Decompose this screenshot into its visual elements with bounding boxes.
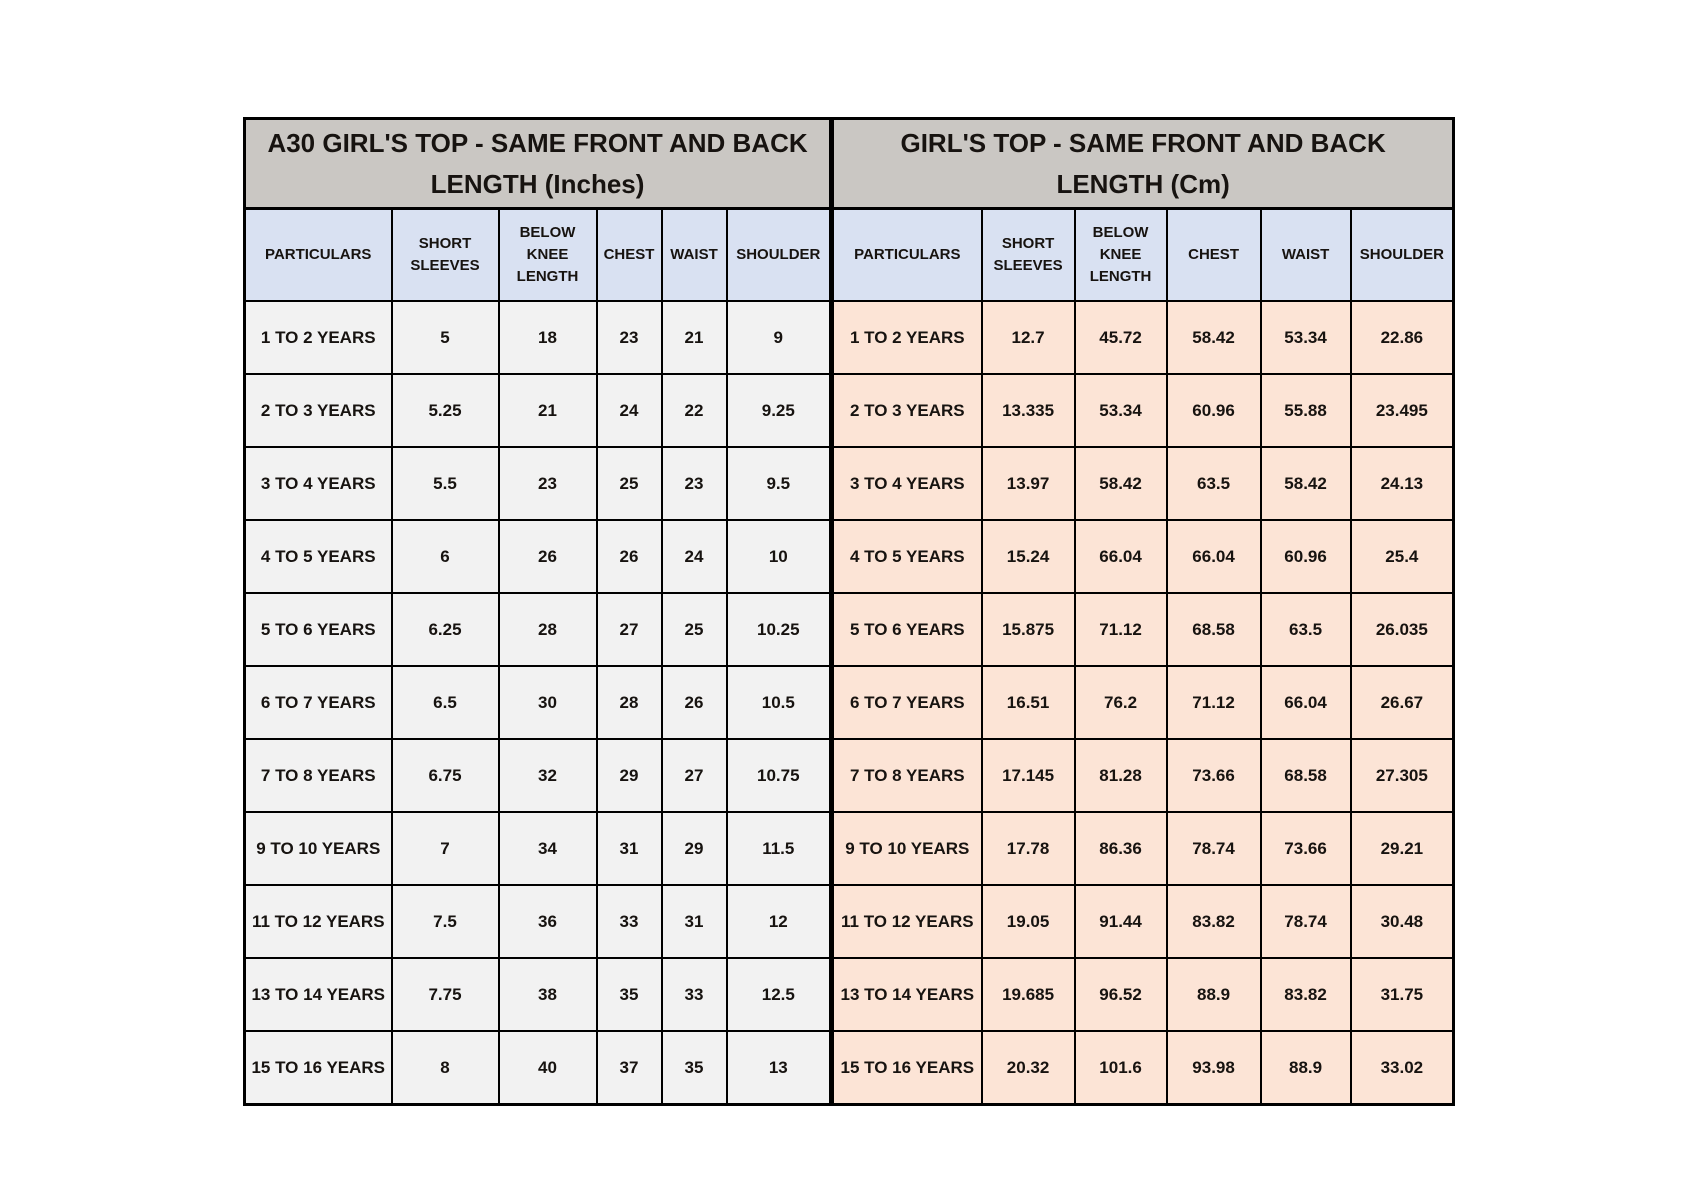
table-cell: 32: [499, 739, 597, 812]
table-cell: 11.5: [727, 812, 832, 885]
column-header-below-knee-length-cm: BELOW KNEE LENGTH: [1075, 209, 1167, 302]
table-cell: 30.48: [1351, 885, 1454, 958]
row-label-cm: 7 TO 8 YEARS: [832, 739, 982, 812]
row-label-cm: 1 TO 2 YEARS: [832, 301, 982, 374]
column-header-below-knee-length-inches: BELOW KNEE LENGTH: [499, 209, 597, 302]
table-cell: 27.305: [1351, 739, 1454, 812]
table-cell: 27: [597, 593, 662, 666]
table-cell: 71.12: [1075, 593, 1167, 666]
row-label-cm: 2 TO 3 YEARS: [832, 374, 982, 447]
table-cell: 68.58: [1167, 593, 1261, 666]
column-header-waist-inches: WAIST: [662, 209, 727, 302]
table-cell: 29: [597, 739, 662, 812]
table-cell: 91.44: [1075, 885, 1167, 958]
table-cell: 83.82: [1261, 958, 1351, 1031]
row-label-inches: 11 TO 12 YEARS: [245, 885, 392, 958]
table-cell: 5.25: [392, 374, 499, 447]
table-cell: 18: [499, 301, 597, 374]
row-label-inches: 6 TO 7 YEARS: [245, 666, 392, 739]
table-cell: 25.4: [1351, 520, 1454, 593]
table-cell: 9.25: [727, 374, 832, 447]
table-cell: 88.9: [1167, 958, 1261, 1031]
table-cell: 38: [499, 958, 597, 1031]
table-cell: 26.67: [1351, 666, 1454, 739]
table-cell: 55.88: [1261, 374, 1351, 447]
table-cell: 66.04: [1261, 666, 1351, 739]
table-cell: 25: [597, 447, 662, 520]
table-cell: 30: [499, 666, 597, 739]
table-row: [245, 666, 1454, 739]
table-cell: 6.25: [392, 593, 499, 666]
cm-table-title: [832, 119, 1454, 209]
table-cell: 26: [662, 666, 727, 739]
table-cell: 58.42: [1075, 447, 1167, 520]
table-cell: 31.75: [1351, 958, 1454, 1031]
table-cell: 33: [662, 958, 727, 1031]
table-cell: 40: [499, 1031, 597, 1105]
table-cell: 26: [597, 520, 662, 593]
column-header-chest-cm: CHEST: [1167, 209, 1261, 302]
row-label-inches: 13 TO 14 YEARS: [245, 958, 392, 1031]
inches-table-title: [245, 119, 832, 209]
table-row: [245, 885, 1454, 958]
table-cell: 96.52: [1075, 958, 1167, 1031]
table-cell: 24: [662, 520, 727, 593]
table-cell: 13.97: [982, 447, 1075, 520]
table-cell: 66.04: [1075, 520, 1167, 593]
table-cell: 60.96: [1167, 374, 1261, 447]
row-label-inches: 3 TO 4 YEARS: [245, 447, 392, 520]
table-cell: 9: [727, 301, 832, 374]
table-cell: 6: [392, 520, 499, 593]
table-cell: 21: [499, 374, 597, 447]
table-cell: 35: [597, 958, 662, 1031]
table-cell: 53.34: [1261, 301, 1351, 374]
table-cell: 13: [727, 1031, 832, 1105]
row-label-inches: 4 TO 5 YEARS: [245, 520, 392, 593]
table-cell: 78.74: [1261, 885, 1351, 958]
row-label-inches: 9 TO 10 YEARS: [245, 812, 392, 885]
table-cell: 17.145: [982, 739, 1075, 812]
table-cell: 81.28: [1075, 739, 1167, 812]
table-cell: 13.335: [982, 374, 1075, 447]
table-cell: 6.5: [392, 666, 499, 739]
row-label-cm: 4 TO 5 YEARS: [832, 520, 982, 593]
table-cell: 10.75: [727, 739, 832, 812]
row-label-cm: 15 TO 16 YEARS: [832, 1031, 982, 1105]
table-cell: 76.2: [1075, 666, 1167, 739]
table-cell: 5: [392, 301, 499, 374]
table-row: [245, 374, 1454, 447]
table-cell: 7.75: [392, 958, 499, 1031]
inches-title-line2: LENGTH (Inches): [430, 168, 645, 199]
table-cell: 9.5: [727, 447, 832, 520]
table-cell: 58.42: [1261, 447, 1351, 520]
table-cell: 88.9: [1261, 1031, 1351, 1105]
table-cell: 58.42: [1167, 301, 1261, 374]
table-cell: 10.25: [727, 593, 832, 666]
table-cell: 24: [597, 374, 662, 447]
table-cell: 21: [662, 301, 727, 374]
cm-title-line1: GIRL'S TOP - SAME FRONT AND BACK: [900, 128, 1386, 159]
table-cell: 20.32: [982, 1031, 1075, 1105]
table-cell: 16.51: [982, 666, 1075, 739]
table-cell: 29: [662, 812, 727, 885]
table-cell: 12: [727, 885, 832, 958]
table-cell: 19.685: [982, 958, 1075, 1031]
row-label-cm: 11 TO 12 YEARS: [832, 885, 982, 958]
table-cell: 25: [662, 593, 727, 666]
table-cell: 19.05: [982, 885, 1075, 958]
table-row: [245, 739, 1454, 812]
table-cell: 8: [392, 1031, 499, 1105]
table-cell: 34: [499, 812, 597, 885]
table-cell: 23.495: [1351, 374, 1454, 447]
column-header-waist-cm: WAIST: [1261, 209, 1351, 302]
table-cell: 17.78: [982, 812, 1075, 885]
table-cell: 22: [662, 374, 727, 447]
table-cell: 66.04: [1167, 520, 1261, 593]
column-header-shoulder-cm: SHOULDER: [1351, 209, 1454, 302]
table-cell: 63.5: [1167, 447, 1261, 520]
table-cell: 28: [597, 666, 662, 739]
table-cell: 31: [662, 885, 727, 958]
table-cell: 23: [662, 447, 727, 520]
table-cell: 23: [499, 447, 597, 520]
row-label-inches: 5 TO 6 YEARS: [245, 593, 392, 666]
table-cell: 24.13: [1351, 447, 1454, 520]
table-cell: 101.6: [1075, 1031, 1167, 1105]
row-label-inches: 7 TO 8 YEARS: [245, 739, 392, 812]
table-row: [245, 1031, 1454, 1105]
table-cell: 26: [499, 520, 597, 593]
table-cell: 28: [499, 593, 597, 666]
row-label-inches: 15 TO 16 YEARS: [245, 1031, 392, 1105]
table-cell: 33: [597, 885, 662, 958]
column-header-particulars-cm: PARTICULARS: [832, 209, 982, 302]
table-cell: 7.5: [392, 885, 499, 958]
table-cell: 68.58: [1261, 739, 1351, 812]
table-cell: 60.96: [1261, 520, 1351, 593]
table-cell: 53.34: [1075, 374, 1167, 447]
table-cell: 26.035: [1351, 593, 1454, 666]
table-cell: 83.82: [1167, 885, 1261, 958]
table-cell: 15.875: [982, 593, 1075, 666]
table-cell: 6.75: [392, 739, 499, 812]
row-label-cm: 3 TO 4 YEARS: [832, 447, 982, 520]
cm-title-line2: LENGTH (Cm): [1056, 168, 1230, 199]
table-row: [245, 301, 1454, 374]
table-cell: 35: [662, 1031, 727, 1105]
table-cell: 22.86: [1351, 301, 1454, 374]
column-header-row: [245, 209, 1454, 302]
table-row: [245, 447, 1454, 520]
table-cell: 73.66: [1261, 812, 1351, 885]
title-row: [245, 119, 1454, 209]
table-cell: 29.21: [1351, 812, 1454, 885]
table-cell: 10: [727, 520, 832, 593]
row-label-cm: 5 TO 6 YEARS: [832, 593, 982, 666]
row-label-cm: 6 TO 7 YEARS: [832, 666, 982, 739]
table-cell: 93.98: [1167, 1031, 1261, 1105]
table-cell: 37: [597, 1031, 662, 1105]
table-cell: 36: [499, 885, 597, 958]
table-row: [245, 520, 1454, 593]
column-header-short-sleeves-inches: SHORT SLEEVES: [392, 209, 499, 302]
row-label-cm: 9 TO 10 YEARS: [832, 812, 982, 885]
column-header-short-sleeves-cm: SHORT SLEEVES: [982, 209, 1075, 302]
row-label-inches: 1 TO 2 YEARS: [245, 301, 392, 374]
column-header-chest-inches: CHEST: [597, 209, 662, 302]
row-label-inches: 2 TO 3 YEARS: [245, 374, 392, 447]
table-cell: 63.5: [1261, 593, 1351, 666]
table-row: [245, 593, 1454, 666]
table-row: [245, 812, 1454, 885]
table-cell: 45.72: [1075, 301, 1167, 374]
table-cell: 33.02: [1351, 1031, 1454, 1105]
table-cell: 78.74: [1167, 812, 1261, 885]
table-cell: 23: [597, 301, 662, 374]
row-label-cm: 13 TO 14 YEARS: [832, 958, 982, 1031]
table-cell: 31: [597, 812, 662, 885]
table-cell: 71.12: [1167, 666, 1261, 739]
table-row: [245, 958, 1454, 1031]
column-header-shoulder-inches: SHOULDER: [727, 209, 832, 302]
table-cell: 86.36: [1075, 812, 1167, 885]
column-header-particulars-inches: PARTICULARS: [245, 209, 392, 302]
table-cell: 15.24: [982, 520, 1075, 593]
table-cell: 27: [662, 739, 727, 812]
table-cell: 73.66: [1167, 739, 1261, 812]
table-cell: 12.5: [727, 958, 832, 1031]
table-cell: 7: [392, 812, 499, 885]
table-cell: 12.7: [982, 301, 1075, 374]
inches-title-line1: A30 GIRL'S TOP - SAME FRONT AND BACK: [267, 128, 808, 159]
size-chart-table: [243, 117, 1455, 1106]
table-cell: 10.5: [727, 666, 832, 739]
table-cell: 5.5: [392, 447, 499, 520]
